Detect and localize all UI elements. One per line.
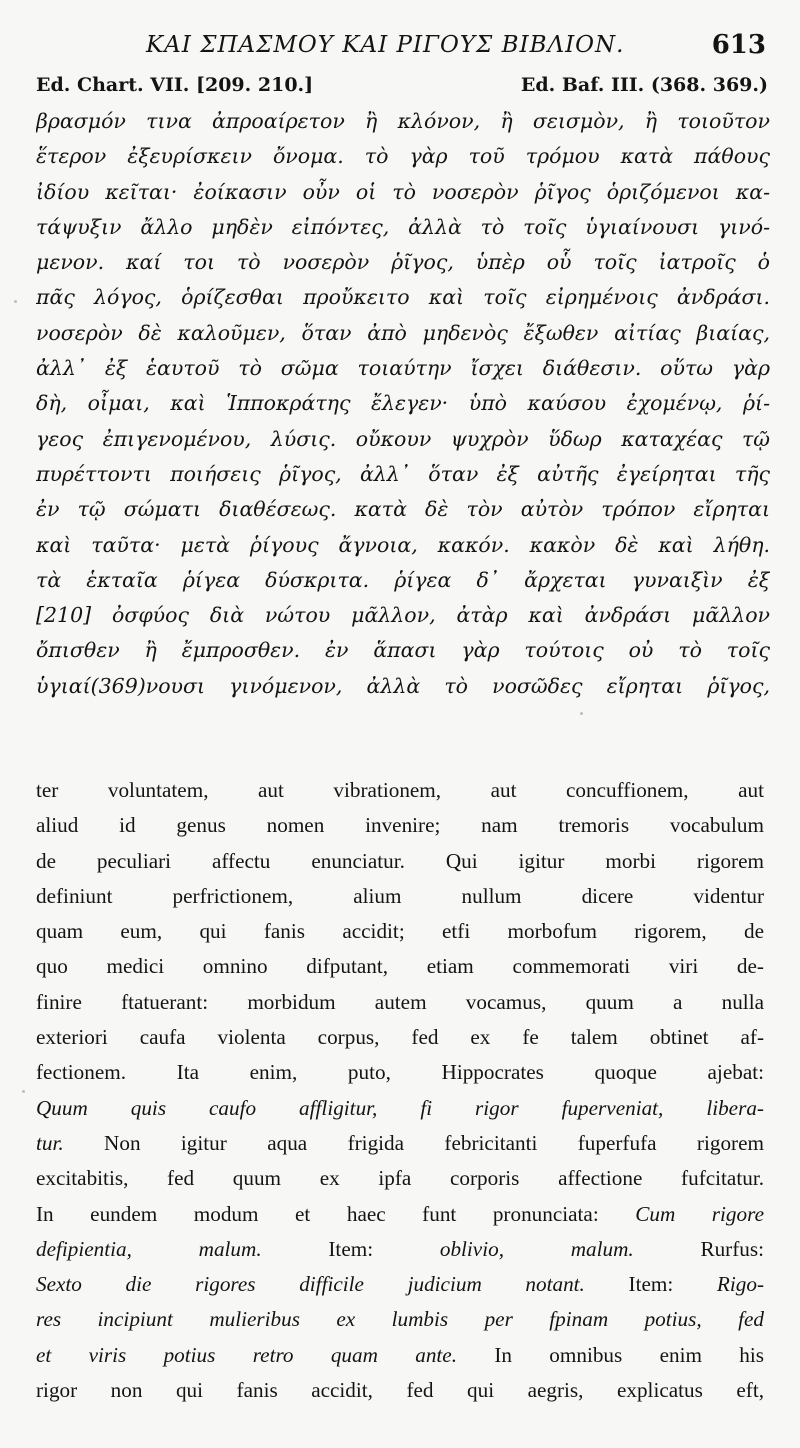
greek-text-line: βρασμόν τινα ἀπροαίρετον ἢ κλόνον, ἢ σεισμὸν, ἢ τοιοῦτον bbox=[36, 109, 770, 133]
latin-roman-text: Item: bbox=[261, 1236, 440, 1261]
greek-text-line: τὰ ἑκταῖα ῥίγεα δύσκριτα. ῥίγεα δ᾽ ἄρχεται γυναιξὶν ἐξ bbox=[36, 567, 770, 592]
paper-speck bbox=[580, 712, 583, 715]
latin-text-line bbox=[36, 773, 764, 808]
latin-italic-quotation: res incipiunt mulieribus ex lumbis per fpinam potius, fed bbox=[36, 1307, 764, 1332]
edition-chartier-reference: Ed. Chart. VII. [209. 210.] bbox=[36, 74, 314, 96]
latin-roman-text: Non igitur aqua frigida febricitanti fuperfufa rigorem bbox=[63, 1130, 764, 1155]
latin-italic-quotation: Quum quis caufo affligitur, fi rigor fuperveniat, libera- bbox=[36, 1095, 764, 1120]
latin-text-line bbox=[36, 1055, 764, 1090]
greek-text-line: τάψυξιν ἄλλο μηδὲν εἰπόντες, ἀλλὰ τὸ τοῖς ὑγιαίνουσι γινό- bbox=[36, 214, 770, 239]
greek-text-line: ὑγιαί(369)νουσι γινόμενον, ἀλλὰ τὸ νοσῶδες εἴρηται ῥῖγος, bbox=[36, 673, 770, 698]
latin-text-line bbox=[36, 808, 764, 843]
latin-text-line bbox=[36, 1091, 764, 1126]
greek-text-line: ἰδίου κεῖται· ἐοίκασιν οὖν οἱ τὸ νοσερὸν ῥῖγος ὁριζόμενοι κα- bbox=[36, 179, 770, 204]
latin-text-line bbox=[36, 1232, 764, 1267]
latin-text-line bbox=[36, 1020, 764, 1055]
latin-italic-quotation: et viris potius retro quam ante. bbox=[36, 1342, 457, 1367]
latin-roman-text: exteriori caufa violenta corpus, fed ex fe talem obtinet af- bbox=[36, 1025, 764, 1050]
edition-reference-line bbox=[36, 74, 770, 104]
greek-text-line: γεος ἐπιγενομένου, λύσις. οὔκουν ψυχρὸν ὕδωρ καταχέας τῷ bbox=[36, 426, 770, 451]
latin-text-line bbox=[36, 1302, 764, 1337]
greek-text-line: [210] ὀσφύος διὰ νώτου μᾶλλον, ἀτὰρ καὶ ἀνδράσι μᾶλλον bbox=[36, 603, 770, 628]
latin-roman-text: aliud id genus nomen invenire; nam tremoris vocabulum bbox=[36, 813, 764, 838]
latin-roman-text: ter voluntatem, aut vibrationem, aut concuffionem, aut bbox=[36, 778, 764, 802]
latin-text-line bbox=[36, 879, 764, 914]
latin-text-line bbox=[36, 949, 764, 984]
latin-roman-text: quo medici omnino difputant, etiam commemorati viri de- bbox=[36, 954, 764, 979]
latin-text-line bbox=[36, 985, 764, 1020]
greek-text-line: ἕτερον ἐξευρίσκειν ὄνομα. τὸ γὰρ τοῦ τρόμου κατὰ πάθους bbox=[36, 144, 770, 169]
latin-roman-text: rigor non qui fanis accidit, fed qui aegris, explicatus eft, bbox=[36, 1378, 764, 1403]
latin-roman-text: excitabitis, fed quum ex ipfa corporis affectione fufcitatur. bbox=[36, 1166, 764, 1191]
latin-text-line bbox=[36, 1267, 764, 1302]
latin-roman-text: Item: bbox=[584, 1272, 717, 1297]
edition-basel-reference: Ed. Baf. III. (368. 369.) bbox=[520, 74, 768, 96]
latin-roman-text: definiunt perfrictionem, alium nullum dicere videntur bbox=[36, 883, 764, 908]
running-head bbox=[36, 30, 770, 64]
latin-roman-text: In omnibus enim his bbox=[457, 1342, 764, 1367]
latin-roman-text: In eundem modum et haec funt pronunciata: bbox=[36, 1201, 636, 1226]
greek-text-line: μενον. καί τοι τὸ νοσερὸν ῥῖγος, ὑπὲρ οὗ τοῖς ἰατροῖς ὁ bbox=[36, 250, 770, 275]
latin-roman-text: finire ftatuerant: morbidum autem vocamus, quum a nulla bbox=[36, 989, 764, 1014]
latin-italic-quotation: Cum rigore bbox=[635, 1201, 764, 1226]
latin-italic-quotation: defipientia, malum. bbox=[36, 1236, 262, 1261]
latin-text-line bbox=[36, 914, 764, 949]
paper-speck bbox=[22, 1090, 25, 1093]
latin-text-line bbox=[36, 1338, 764, 1373]
greek-text-block bbox=[36, 104, 770, 704]
latin-translation-block bbox=[36, 773, 764, 1408]
latin-italic-quotation: Rigo- bbox=[716, 1272, 764, 1297]
paper-speck bbox=[14, 300, 17, 303]
latin-text-line bbox=[36, 1161, 764, 1196]
greek-text-line: νοσερὸν δὲ καλοῦμεν, ὅταν ἀπὸ μηδενὸς ἔξωθεν αἰτίας βιαίας, bbox=[36, 320, 770, 345]
greek-text-line: δὴ, οἶμαι, καὶ Ἱπποκράτης ἔλεγεν· ὑπὸ καύσου ἐχομένῳ, ῥί- bbox=[36, 391, 770, 416]
greek-text-line: ἐν τῷ σώματι διαθέσεως. κατὰ δὲ τὸν αὐτὸν τρόπον εἴρηται bbox=[36, 497, 770, 522]
latin-text-line bbox=[36, 1373, 764, 1408]
latin-italic-quotation: tur. bbox=[36, 1130, 64, 1155]
greek-text-line: ἀλλ᾽ ἐξ ἑαυτοῦ τὸ σῶμα τοιαύτην ἴσχει διάθεσιν. οὕτω γὰρ bbox=[36, 356, 770, 381]
latin-text-line bbox=[36, 844, 764, 879]
latin-italic-quotation: Sexto die rigores difficile judicium notant. bbox=[36, 1272, 585, 1297]
latin-roman-text: de peculiari affectu enunciatur. Qui igitur morbi rigorem bbox=[36, 848, 764, 873]
latin-text-line bbox=[36, 1197, 764, 1232]
greek-text-line: ὄπισθεν ἢ ἔμπροσθεν. ἐν ἅπασι γὰρ τούτοις οὐ τὸ τοῖς bbox=[36, 638, 770, 663]
greek-text-line: πᾶς λόγος, ὁρίζεσθαι προὔκειτο καὶ τοῖς εἰρημένοις ἀνδράσι. bbox=[36, 285, 770, 310]
latin-text-line bbox=[36, 1126, 764, 1161]
latin-roman-text: fectionem. Ita enim, puto, Hippocrates quoque ajebat: bbox=[36, 1060, 764, 1085]
latin-italic-quotation: oblivio, malum. bbox=[439, 1236, 634, 1261]
page-number: 613 bbox=[711, 30, 766, 60]
latin-roman-text: Rurfus: bbox=[633, 1236, 764, 1261]
greek-text-line: πυρέττοντι ποιήσεις ῥῖγος, ἀλλ᾽ ὅταν ἐξ αὐτῆς ἐγείρηται τῆς bbox=[36, 461, 770, 486]
greek-text-line: καὶ ταῦτα· μετὰ ῥίγους ἄγνοια, κακόν. κακὸν δὲ καὶ λήθη. bbox=[36, 532, 770, 557]
latin-roman-text: quam eum, qui fanis accidit; etfi morbofum rigorem, de bbox=[36, 919, 764, 944]
running-head-title: ΚΑΙ ΣΠΑΣΜΟΥ ΚΑΙ ΡΙΓΟΥΣ ΒΙΒΛΙΟΝ. bbox=[146, 32, 625, 58]
